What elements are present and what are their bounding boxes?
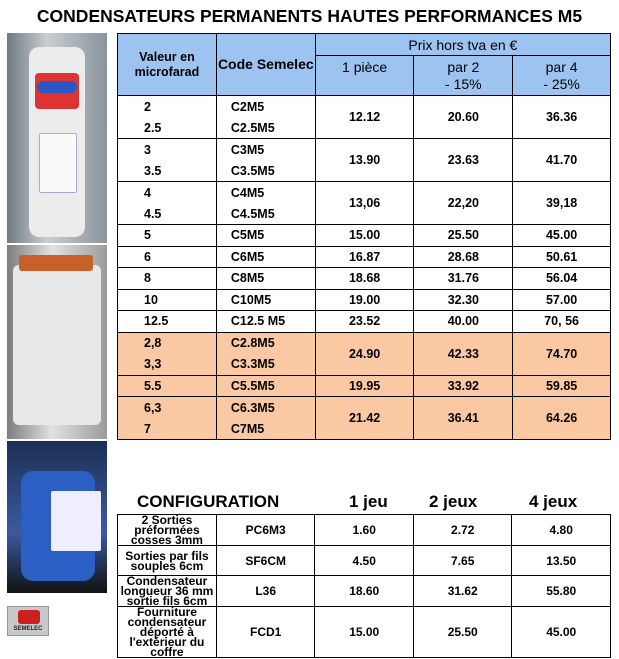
cell-valeur: 2.5: [118, 117, 217, 139]
cell-code: C2.8M5: [216, 332, 315, 354]
cell-price: 13.90: [315, 139, 414, 182]
config-code: FCD1: [216, 607, 315, 658]
table-row: [118, 96, 611, 118]
cell-price: 40.00: [414, 311, 513, 333]
cell-valeur: 2: [118, 96, 217, 118]
config-price: 1.60: [315, 515, 414, 546]
table-row: [118, 397, 611, 419]
config-price: 18.60: [315, 576, 414, 607]
config-price: 25.50: [413, 607, 512, 658]
table-row: [118, 139, 611, 161]
cell-valeur: 2,8: [118, 332, 217, 354]
capacitor-photo-1: [7, 33, 107, 243]
cell-price: 18.68: [315, 268, 414, 290]
config-price: 4.50: [315, 546, 414, 576]
cell-price: 19.95: [315, 375, 414, 397]
capacitor-photo-2: [7, 245, 107, 439]
config-price: 15.00: [315, 607, 414, 658]
cell-code: C3.3M5: [216, 354, 315, 376]
cell-code: C8M5: [216, 268, 315, 290]
cell-price: 70, 56: [513, 311, 611, 333]
table-row: [118, 268, 611, 290]
cell-price: 31.76: [414, 268, 513, 290]
config-price: 2.72: [413, 515, 512, 546]
page-title: CONDENSATEURS PERMANENTS HAUTES PERFORMANCES M5: [36, 6, 583, 26]
col-header-par2: par 2 - 15%: [414, 56, 513, 96]
table-row: [118, 311, 611, 333]
cell-price: 41.70: [513, 139, 611, 182]
cell-price: 36.41: [414, 397, 513, 440]
config-desc: Condensateur longueur 36 mm sortie fils 6cm: [118, 576, 217, 607]
config-price: 4.80: [512, 515, 611, 546]
cell-price: 33.92: [414, 375, 513, 397]
cell-code: C3.5M5: [216, 160, 315, 182]
cell-price: 59.85: [513, 375, 611, 397]
cell-valeur: 8: [118, 268, 217, 290]
config-desc: Fourniture condensateur déporté à l'extérieur du coffre: [118, 607, 217, 658]
config-row: [118, 546, 611, 576]
config-price: 45.00: [512, 607, 611, 658]
cell-code: C10M5: [216, 289, 315, 311]
cell-price: 23.52: [315, 311, 414, 333]
col-header-par4: par 4 - 25%: [513, 56, 611, 96]
table-row: [118, 225, 611, 247]
table-row: [118, 246, 611, 268]
semelec-logo: SEMELEC: [7, 606, 49, 636]
cell-price: 36.36: [513, 96, 611, 139]
table-row: [118, 332, 611, 354]
cell-code: C5.5M5: [216, 375, 315, 397]
cell-code: C4M5: [216, 182, 315, 204]
cell-code: C7M5: [216, 418, 315, 440]
cell-valeur: 5: [118, 225, 217, 247]
config-price: 7.65: [413, 546, 512, 576]
config-price: 31.62: [413, 576, 512, 607]
cell-code: C4.5M5: [216, 203, 315, 225]
cell-code: C12.5 M5: [216, 311, 315, 333]
table-row: [118, 182, 611, 204]
config-col-1jeu: 1 jeu: [349, 492, 388, 511]
cell-valeur: 4: [118, 182, 217, 204]
cell-price: 64.26: [513, 397, 611, 440]
cell-price: 13,06: [315, 182, 414, 225]
cell-valeur: 4.5: [118, 203, 217, 225]
config-desc: Sorties par fils souples 6cm: [118, 546, 217, 576]
cell-price: 23.63: [414, 139, 513, 182]
config-code: SF6CM: [216, 546, 315, 576]
config-title: CONFIGURATION: [137, 492, 280, 511]
cell-price: 22,20: [414, 182, 513, 225]
cell-valeur: 5.5: [118, 375, 217, 397]
config-price: 13.50: [512, 546, 611, 576]
cell-price: 12.12: [315, 96, 414, 139]
cell-valeur: 12.5: [118, 311, 217, 333]
config-code: L36: [216, 576, 315, 607]
table-row: [118, 289, 611, 311]
cell-price: 56.04: [513, 268, 611, 290]
cell-price: 19.00: [315, 289, 414, 311]
cell-code: C2.5M5: [216, 117, 315, 139]
cell-price: 28.68: [414, 246, 513, 268]
cell-price: 16.87: [315, 246, 414, 268]
config-col-4jeux: 4 jeux: [529, 492, 578, 511]
cell-price: 45.00: [513, 225, 611, 247]
cell-price: 15.00: [315, 225, 414, 247]
cell-code: C6M5: [216, 246, 315, 268]
config-row: [118, 515, 611, 546]
cell-valeur: 10: [118, 289, 217, 311]
cell-valeur: 3,3: [118, 354, 217, 376]
config-desc: 2 Sorties préformées cosses 3mm: [118, 515, 217, 546]
cell-valeur: 3.5: [118, 160, 217, 182]
cell-code: C2M5: [216, 96, 315, 118]
table-row: [118, 375, 611, 397]
cell-valeur: 3: [118, 139, 217, 161]
cell-price: 50.61: [513, 246, 611, 268]
cell-price: 25.50: [414, 225, 513, 247]
config-header: [117, 490, 611, 514]
col-header-prix: Prix hors tva en €: [315, 34, 610, 56]
cell-price: 24.90: [315, 332, 414, 375]
price-table: [117, 33, 611, 440]
cell-price: 20.60: [414, 96, 513, 139]
config-price: 55.80: [512, 576, 611, 607]
col-header-1piece: 1 pièce: [315, 56, 414, 96]
cell-price: 57.00: [513, 289, 611, 311]
capacitor-photo-3: [7, 441, 107, 593]
cell-valeur: 6: [118, 246, 217, 268]
cell-price: 21.42: [315, 397, 414, 440]
config-code: PC6M3: [216, 515, 315, 546]
cell-code: C5M5: [216, 225, 315, 247]
cell-code: C3M5: [216, 139, 315, 161]
cell-code: C6.3M5: [216, 397, 315, 419]
config-col-2jeux: 2 jeux: [429, 492, 478, 511]
cell-price: 42.33: [414, 332, 513, 375]
cell-valeur: 7: [118, 418, 217, 440]
col-header-code: Code Semelec: [216, 34, 315, 96]
config-row: [118, 607, 611, 658]
cell-price: 74.70: [513, 332, 611, 375]
col-header-valeur: Valeur en microfarad: [118, 34, 217, 96]
config-row: [118, 576, 611, 607]
cell-valeur: 6,3: [118, 397, 217, 419]
config-table: [117, 514, 611, 658]
cell-price: 39,18: [513, 182, 611, 225]
cell-price: 32.30: [414, 289, 513, 311]
